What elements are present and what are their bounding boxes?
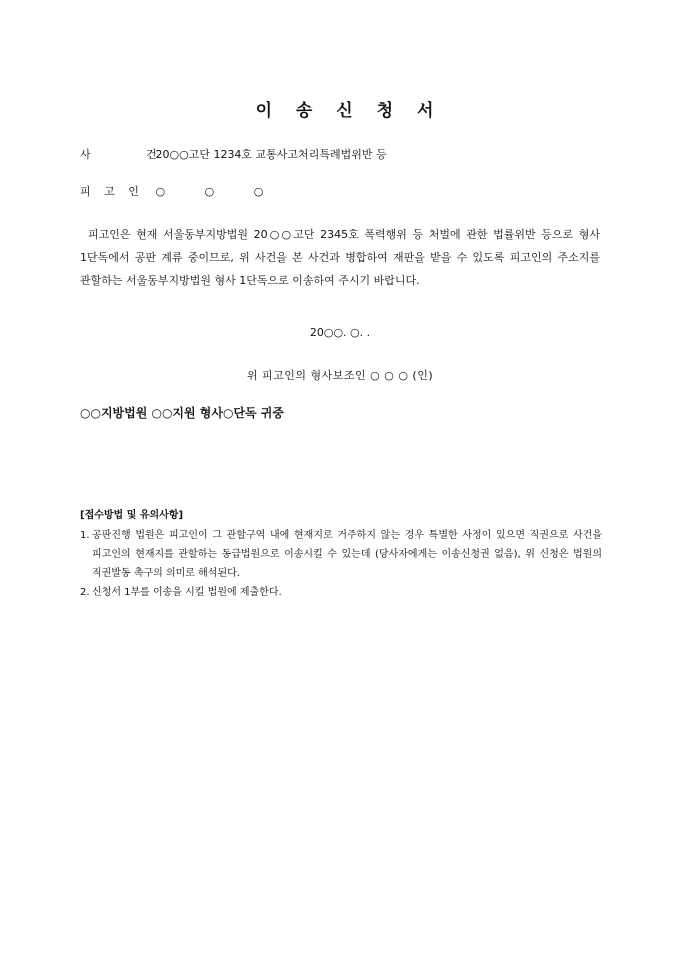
document-date: 20○○. ○. .	[309, 326, 371, 339]
notes-heading: [접수방법 및 유의사항]	[80, 510, 184, 521]
note-item	[80, 526, 602, 583]
note-text: 공판진행 법원은 피고인이 그 관할구역 내에 현재지로 거주하지 않는 경우 특별한 사정이 있으면 직권으로 사건을 피고인의 현재지를 관할하는 동급법원으로 이송시킬 수 있는데 (당사자에게는 이송신청권 없음), 위 신청은 법원의 직권발동 촉구의 의미로 해석된다.	[92, 530, 602, 579]
document-title: 이 송 신 청 서	[255, 101, 443, 121]
case-value: 20○○고단 1234호 교통사고처리특례법위반 등	[155, 148, 387, 161]
court-addressee: ○○지방법원 ○○지원 형사○단독 귀중	[80, 406, 284, 420]
defendant-value: ○ ○ ○	[155, 185, 282, 198]
defendant-label: 피 고 인	[80, 185, 144, 198]
note-number: 1.	[80, 530, 90, 541]
case-row	[80, 146, 387, 162]
note-item	[80, 583, 602, 602]
note-number: 2.	[80, 587, 90, 598]
case-label: 사 건	[80, 148, 183, 161]
request-body: 피고인은 현재 서울동부지방법원 20○○고단 2345호 폭력행위 등 처벌에 관한 법률위반 등으로 형사 1단독에서 공판 계류 중이므로, 위 사건을 본 사건과 병합하여 재판을 받을 수 있도록 피고인의 주소지를 관할하는 서울동부지방법원 형사 1단독으로 이송하여 주시기 바랍니다.	[80, 228, 600, 287]
signature-line: 위 피고인의 형사보조인 ○ ○ ○ (인)	[246, 369, 434, 382]
notes-list	[80, 526, 602, 602]
note-text: 신청서 1부를 이송을 시킬 법원에 제출한다.	[92, 587, 282, 598]
defendant-row	[80, 183, 281, 199]
